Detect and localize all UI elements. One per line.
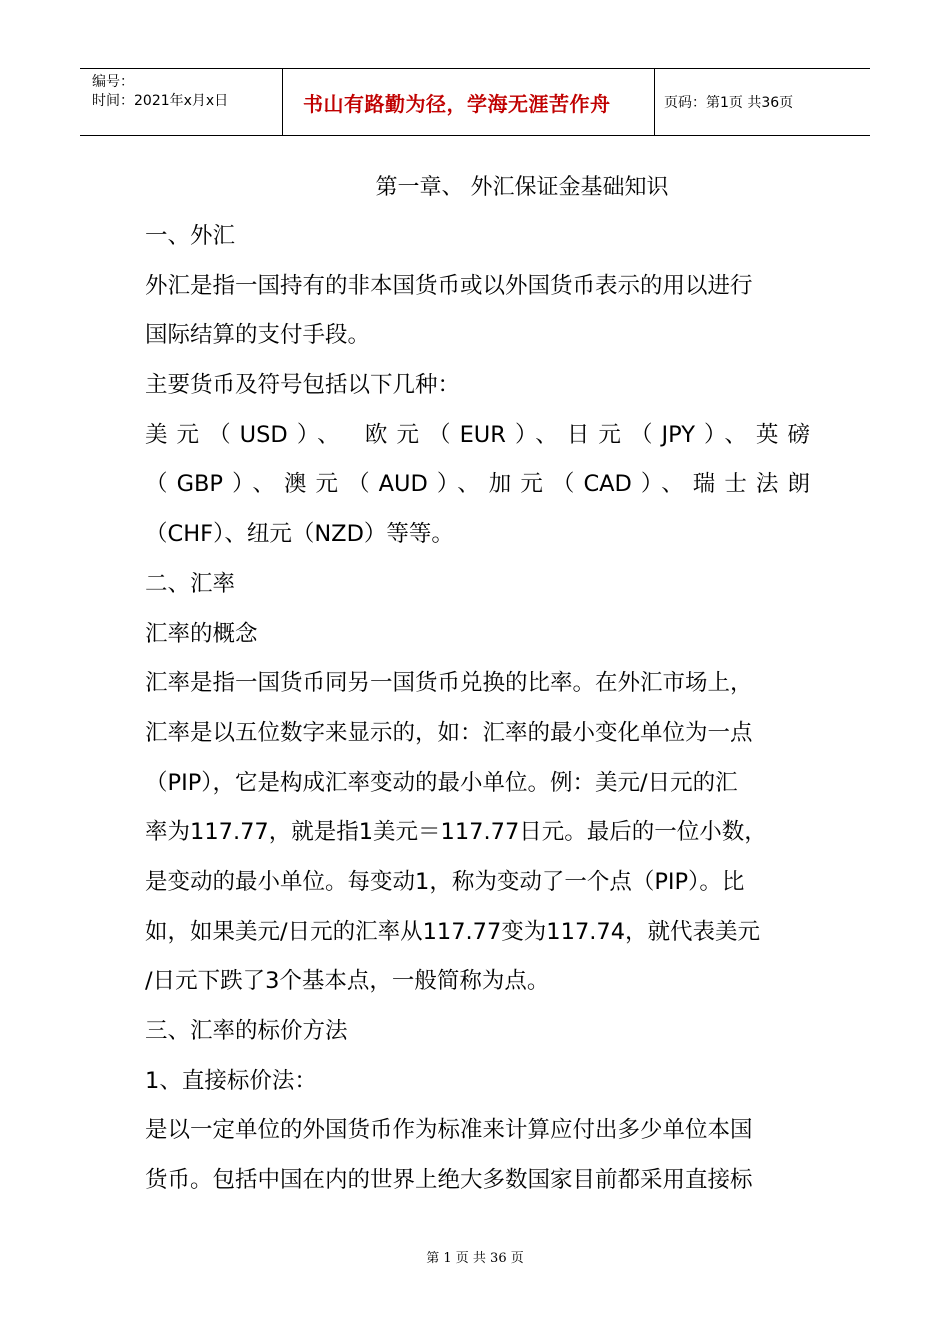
header-meta [80,69,282,135]
paragraph-line: 外汇是指一国持有的非本国货币或以外国货币表示的用以进行 [145,272,753,299]
paragraph-line: 是以一定单位的外国货币作为标准来计算应付出多少单位本国 [145,1117,753,1144]
paragraph-line: 国际结算的支付手段。 [145,322,371,349]
paragraph-line: 汇率是指一国货币同另一国货币兑换的比率。在外汇市场上， [145,670,753,697]
paragraph-line: /日元下跌了3个基本点，一般简称为点。 [145,968,550,995]
document-header [80,68,870,136]
paragraph-line: （GBP）、澳元（AUD）、加元（CAD）、瑞士法朗 [145,471,810,498]
serial-number-label: 编号： [92,74,134,90]
subheading: 1、直接标价法： [145,1067,317,1094]
paragraph-line: （PIP），它是构成汇率变动的最小单位。例：美元/日元的汇 [145,769,738,796]
section-heading: 一、外汇 [145,223,236,249]
paragraph-line: 货币。包括中国在内的世界上绝大多数国家目前都采用直接标 [145,1167,753,1194]
paragraph-line: （CHF）、纽元（NZD）等等。 [145,521,454,548]
motto: 书山有路勤为径，学海无涯苦作舟 [282,69,655,135]
paragraph-line: 率为117.77，就是指1美元＝117.77日元。最后的一位小数， [145,819,767,846]
section-heading: 三、汇率的标价方法 [145,1018,348,1044]
page-info: 页码：第1页 共36页 [664,95,794,111]
paragraph-line: 主要货币及符号包括以下几种： [145,372,461,399]
paragraph-line: 如，如果美元/日元的汇率从117.77变为117.74，就代表美元 [145,918,761,945]
document-body [145,212,810,1206]
section-heading: 二、汇率 [145,570,236,597]
page-footer: 第 1 页 共 36 页 [426,1251,524,1266]
paragraph-line: 是变动的最小单位。每变动1，称为变动了一个点（PIP）。比 [145,868,745,895]
paragraph-line: 汇率是以五位数字来显示的，如：汇率的最小变化单位为一点 [145,719,753,746]
subheading: 汇率的概念 [145,620,258,647]
paragraph-line: 美元（USD）、 欧元（EUR）、日元（JPY）、英磅 [145,421,810,448]
chapter-title: 第一章、 外汇保证金基础知识 [375,175,669,200]
date-line: 时间：2021年x月x日 [92,93,229,109]
